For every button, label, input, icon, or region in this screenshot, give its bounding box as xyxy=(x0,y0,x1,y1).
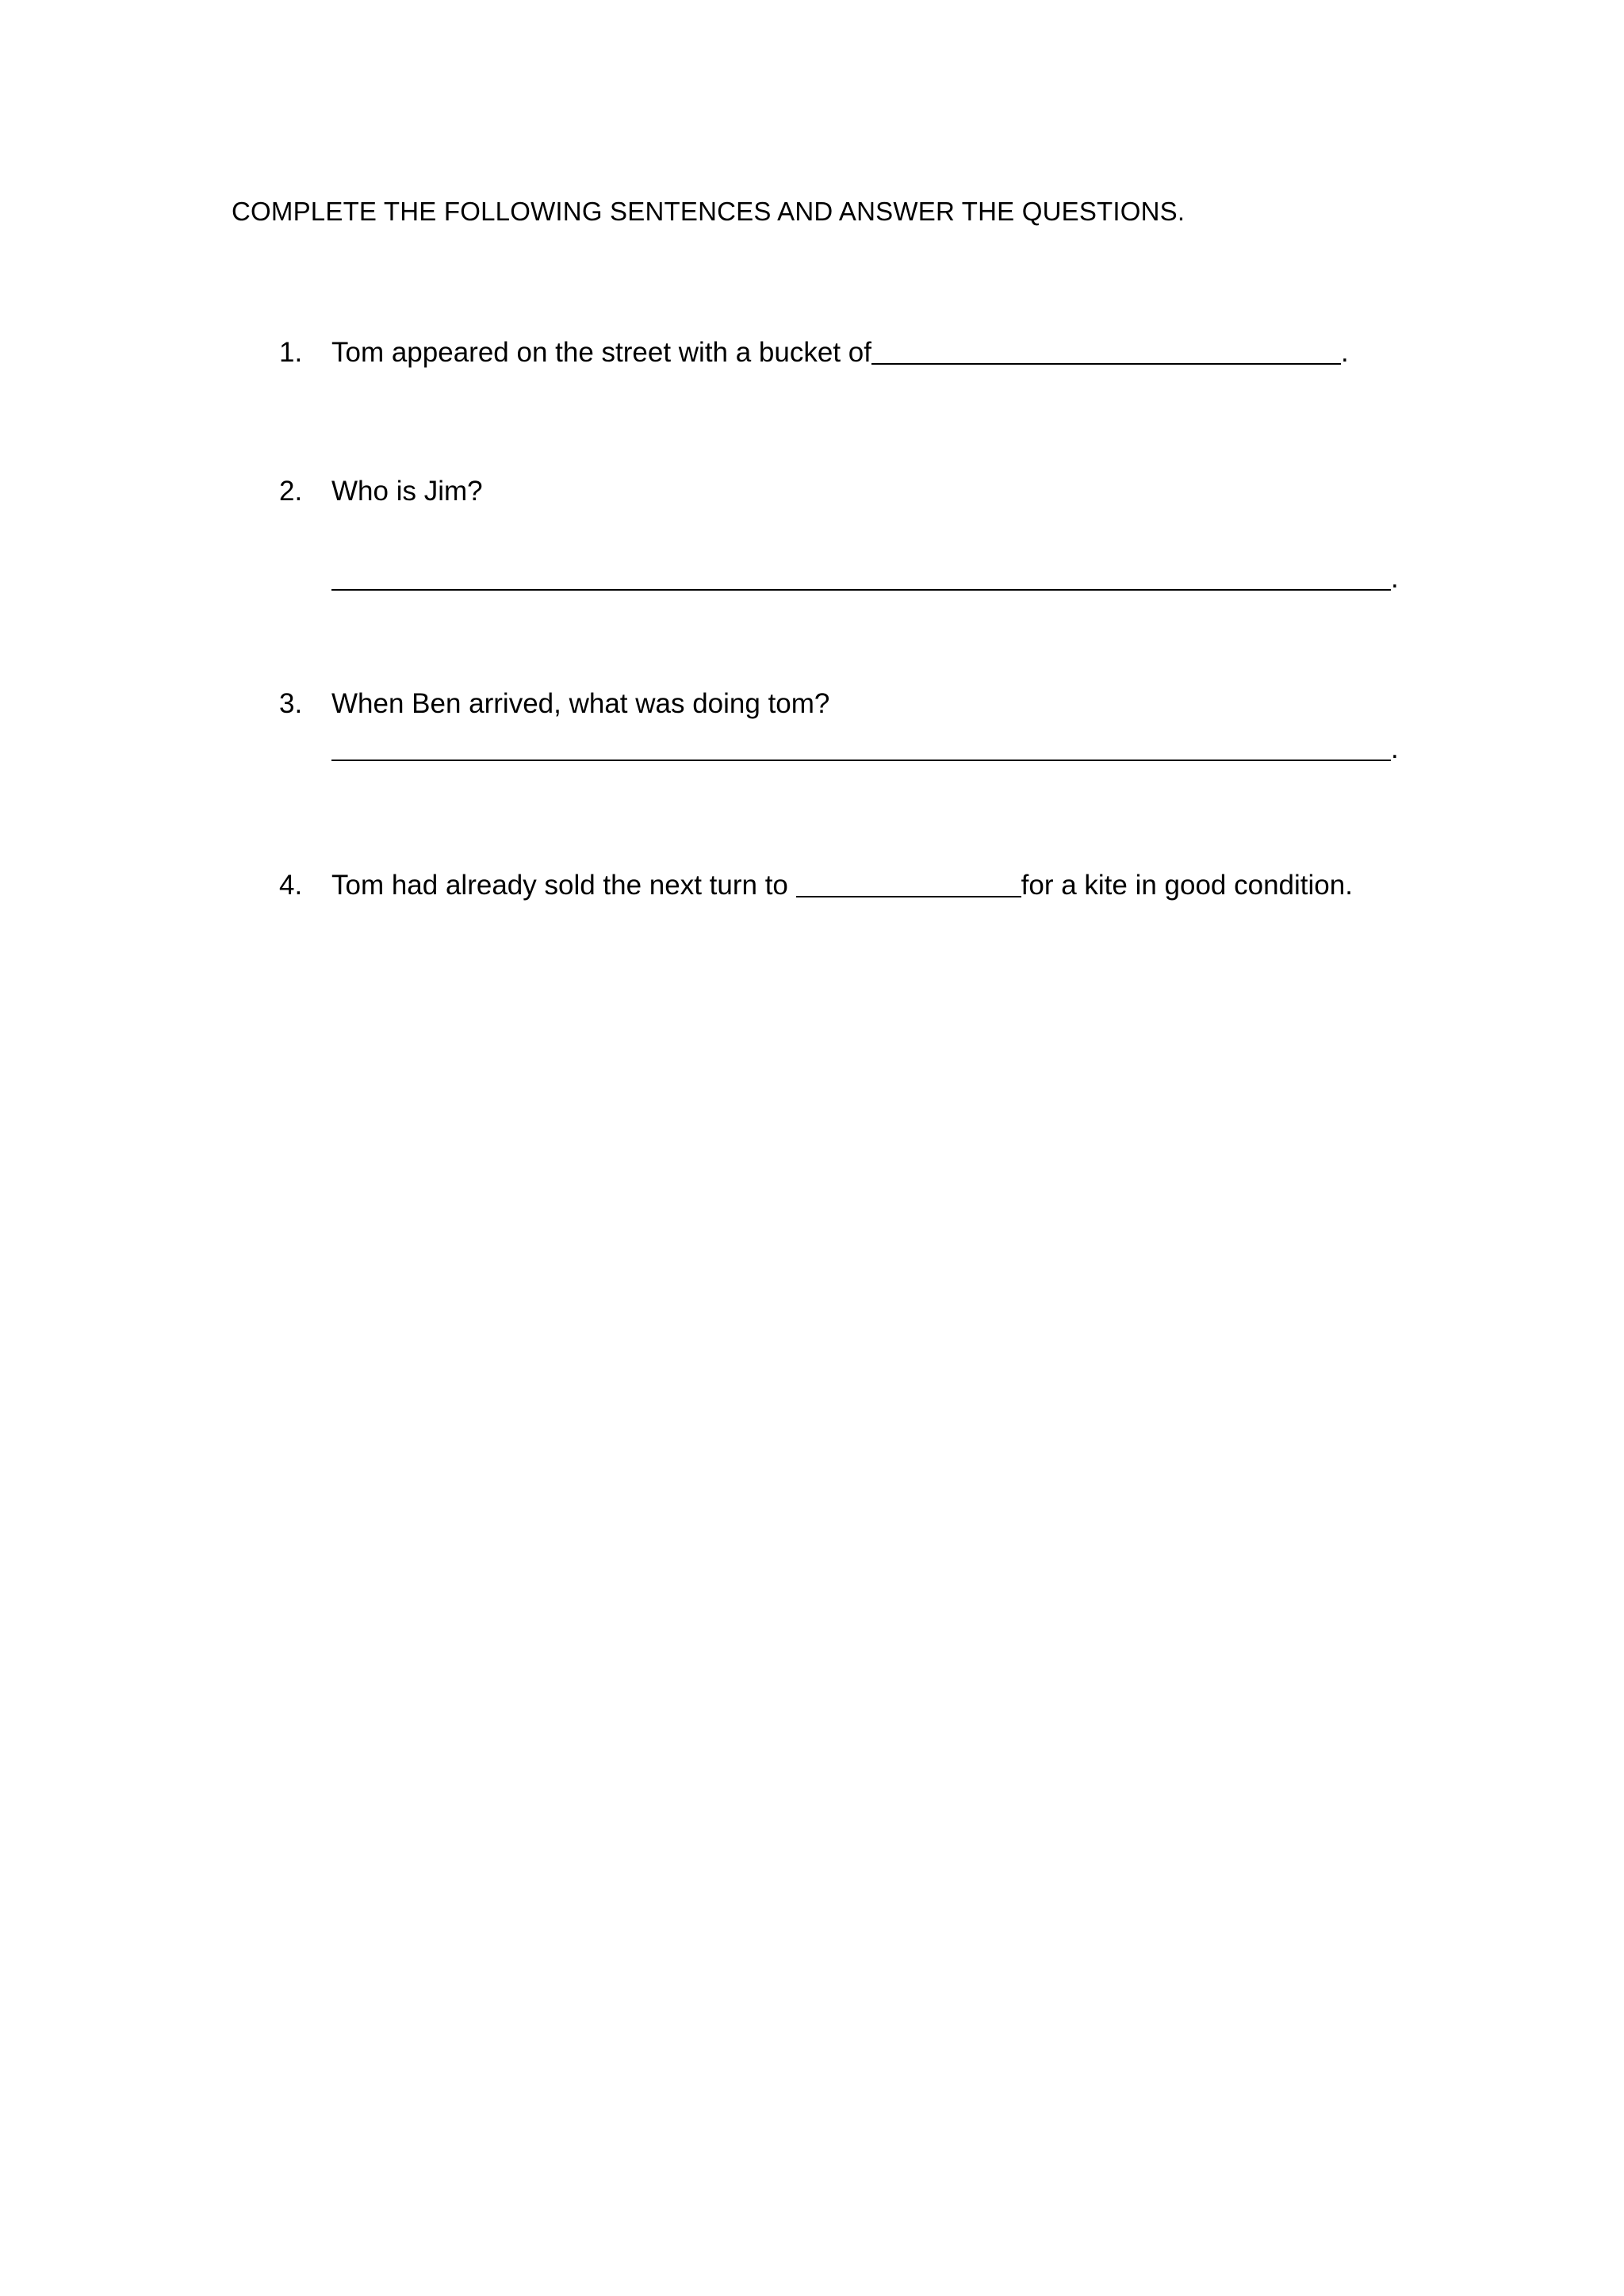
worksheet-heading: COMPLETE THE FOLLOWING SENTENCES AND ANSWER THE QUESTIONS. xyxy=(232,197,1185,226)
answer-blank[interactable] xyxy=(331,733,1391,761)
question-text-end: for a kite in good condition. xyxy=(1021,870,1353,901)
answer-line-3 xyxy=(331,729,1399,769)
answer-blank[interactable] xyxy=(871,336,1341,365)
question-punctuation: . xyxy=(1340,337,1349,368)
answer-line-2 xyxy=(331,559,1399,599)
answer-punctuation: . xyxy=(1391,563,1399,594)
question-text: When Ben arrived, what was doing tom? xyxy=(331,688,830,719)
question-3 xyxy=(279,684,829,724)
question-number: 4. xyxy=(279,870,303,901)
question-number: 3. xyxy=(279,688,303,719)
question-1 xyxy=(279,333,1349,373)
question-text: Tom had already sold the next turn to xyxy=(331,870,796,901)
question-4 xyxy=(279,866,1353,905)
answer-blank[interactable] xyxy=(331,562,1391,591)
question-text: Tom appeared on the street with a bucket of xyxy=(331,337,871,368)
question-number: 2. xyxy=(279,476,303,507)
question-2 xyxy=(279,472,483,511)
answer-punctuation: . xyxy=(1391,733,1399,764)
answer-blank[interactable] xyxy=(796,869,1021,897)
question-text: Who is Jim? xyxy=(331,476,483,507)
question-number: 1. xyxy=(279,337,303,368)
